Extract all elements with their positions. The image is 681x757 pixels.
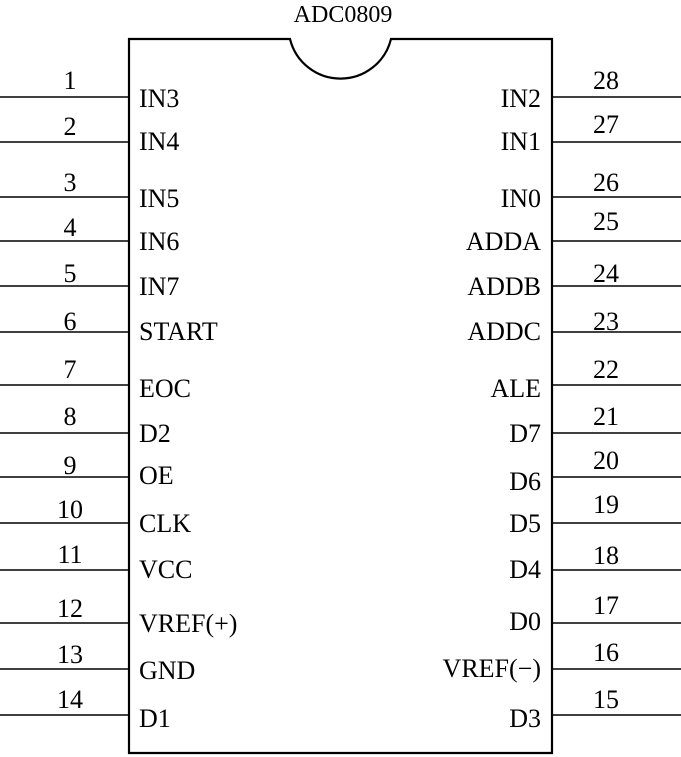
pin-number: 13 [57, 640, 83, 669]
pin-20 [509, 446, 681, 496]
pin-label: D7 [509, 419, 541, 448]
pin-label: IN4 [139, 127, 180, 156]
pin-9 [0, 451, 174, 490]
pin-number: 9 [63, 451, 77, 480]
pin-4 [0, 213, 179, 256]
pin-14 [0, 685, 171, 733]
pin-1 [0, 66, 179, 113]
pin-13 [0, 640, 195, 685]
chip-title: ADC0809 [293, 2, 393, 28]
pin-label: GND [139, 656, 196, 685]
pin-number: 24 [593, 259, 619, 288]
pin-label: D6 [509, 467, 541, 496]
pin-3 [0, 168, 179, 213]
pin-27 [501, 110, 681, 156]
pin-21 [509, 402, 681, 448]
pin-11 [0, 540, 192, 584]
pin-15 [509, 685, 681, 733]
pin-label: D4 [509, 555, 541, 584]
pin-number: 21 [593, 402, 619, 431]
pin-number: 11 [57, 540, 83, 569]
pin-19 [509, 490, 681, 538]
pin-label: START [139, 317, 218, 346]
pin-number: 8 [63, 402, 77, 431]
pin-26 [501, 168, 681, 213]
pin-label: IN0 [500, 184, 541, 213]
pin-number: 6 [63, 307, 77, 336]
pin-label: ADDB [467, 272, 541, 301]
pin-label: D5 [509, 509, 541, 538]
pin-number: 26 [593, 168, 619, 197]
pin-label: OE [139, 461, 174, 490]
pin-10 [0, 495, 191, 538]
pin-label: VREF(+) [139, 609, 238, 638]
pin-12 [0, 594, 237, 638]
pin-number: 12 [57, 594, 83, 623]
pin-label: IN5 [139, 184, 180, 213]
pin-label: IN1 [500, 127, 541, 156]
pin-18 [509, 541, 681, 584]
pin-28 [501, 66, 681, 113]
pin-label: IN6 [139, 227, 180, 256]
pin-number: 19 [593, 490, 619, 519]
pin-6 [0, 307, 218, 346]
left-pin-group [0, 66, 237, 733]
pin-number: 1 [63, 66, 77, 95]
pin-number: 28 [593, 66, 619, 95]
pin-label: D0 [509, 607, 541, 636]
pin-22 [490, 355, 681, 403]
pin-label: IN7 [139, 272, 180, 301]
pin-label: ADDC [467, 317, 541, 346]
pin-8 [0, 402, 171, 448]
pin-17 [509, 591, 681, 636]
pin-16 [443, 638, 681, 683]
pin-23 [467, 307, 681, 346]
pin-number: 10 [57, 495, 83, 524]
pin-number: 7 [63, 355, 77, 384]
pin-7 [0, 355, 191, 403]
pin-number: 17 [593, 591, 619, 620]
pin-number: 3 [63, 168, 77, 197]
right-pin-group [443, 66, 681, 733]
pin-label: ALE [490, 374, 541, 403]
pin-number: 4 [63, 213, 77, 242]
pin-label: ADDA [465, 227, 541, 256]
pin-label: IN3 [139, 84, 180, 113]
pin-number: 20 [593, 446, 619, 475]
pin-number: 15 [593, 685, 619, 714]
pin-number: 16 [593, 638, 619, 667]
pin-label: VCC [139, 555, 193, 584]
pin-label: EOC [139, 374, 191, 403]
pin-number: 27 [593, 110, 619, 139]
pin-number: 18 [593, 541, 619, 570]
pin-label: IN2 [500, 84, 541, 113]
pin-number: 14 [57, 685, 83, 714]
pin-number: 23 [593, 307, 619, 336]
pin-25 [466, 207, 681, 256]
pin-24 [467, 259, 681, 301]
pin-label: VREF(−) [442, 654, 541, 683]
pin-number: 2 [63, 112, 77, 141]
pin-2 [0, 112, 179, 156]
pin-number: 25 [593, 207, 619, 236]
pin-label: D1 [139, 704, 171, 733]
pin-label: D2 [139, 419, 171, 448]
pin-number: 22 [593, 355, 619, 384]
pin-5 [0, 259, 179, 301]
pin-label: CLK [139, 509, 191, 538]
chip-body [129, 39, 552, 753]
pin-number: 5 [63, 259, 77, 288]
pin-label: D3 [509, 704, 541, 733]
